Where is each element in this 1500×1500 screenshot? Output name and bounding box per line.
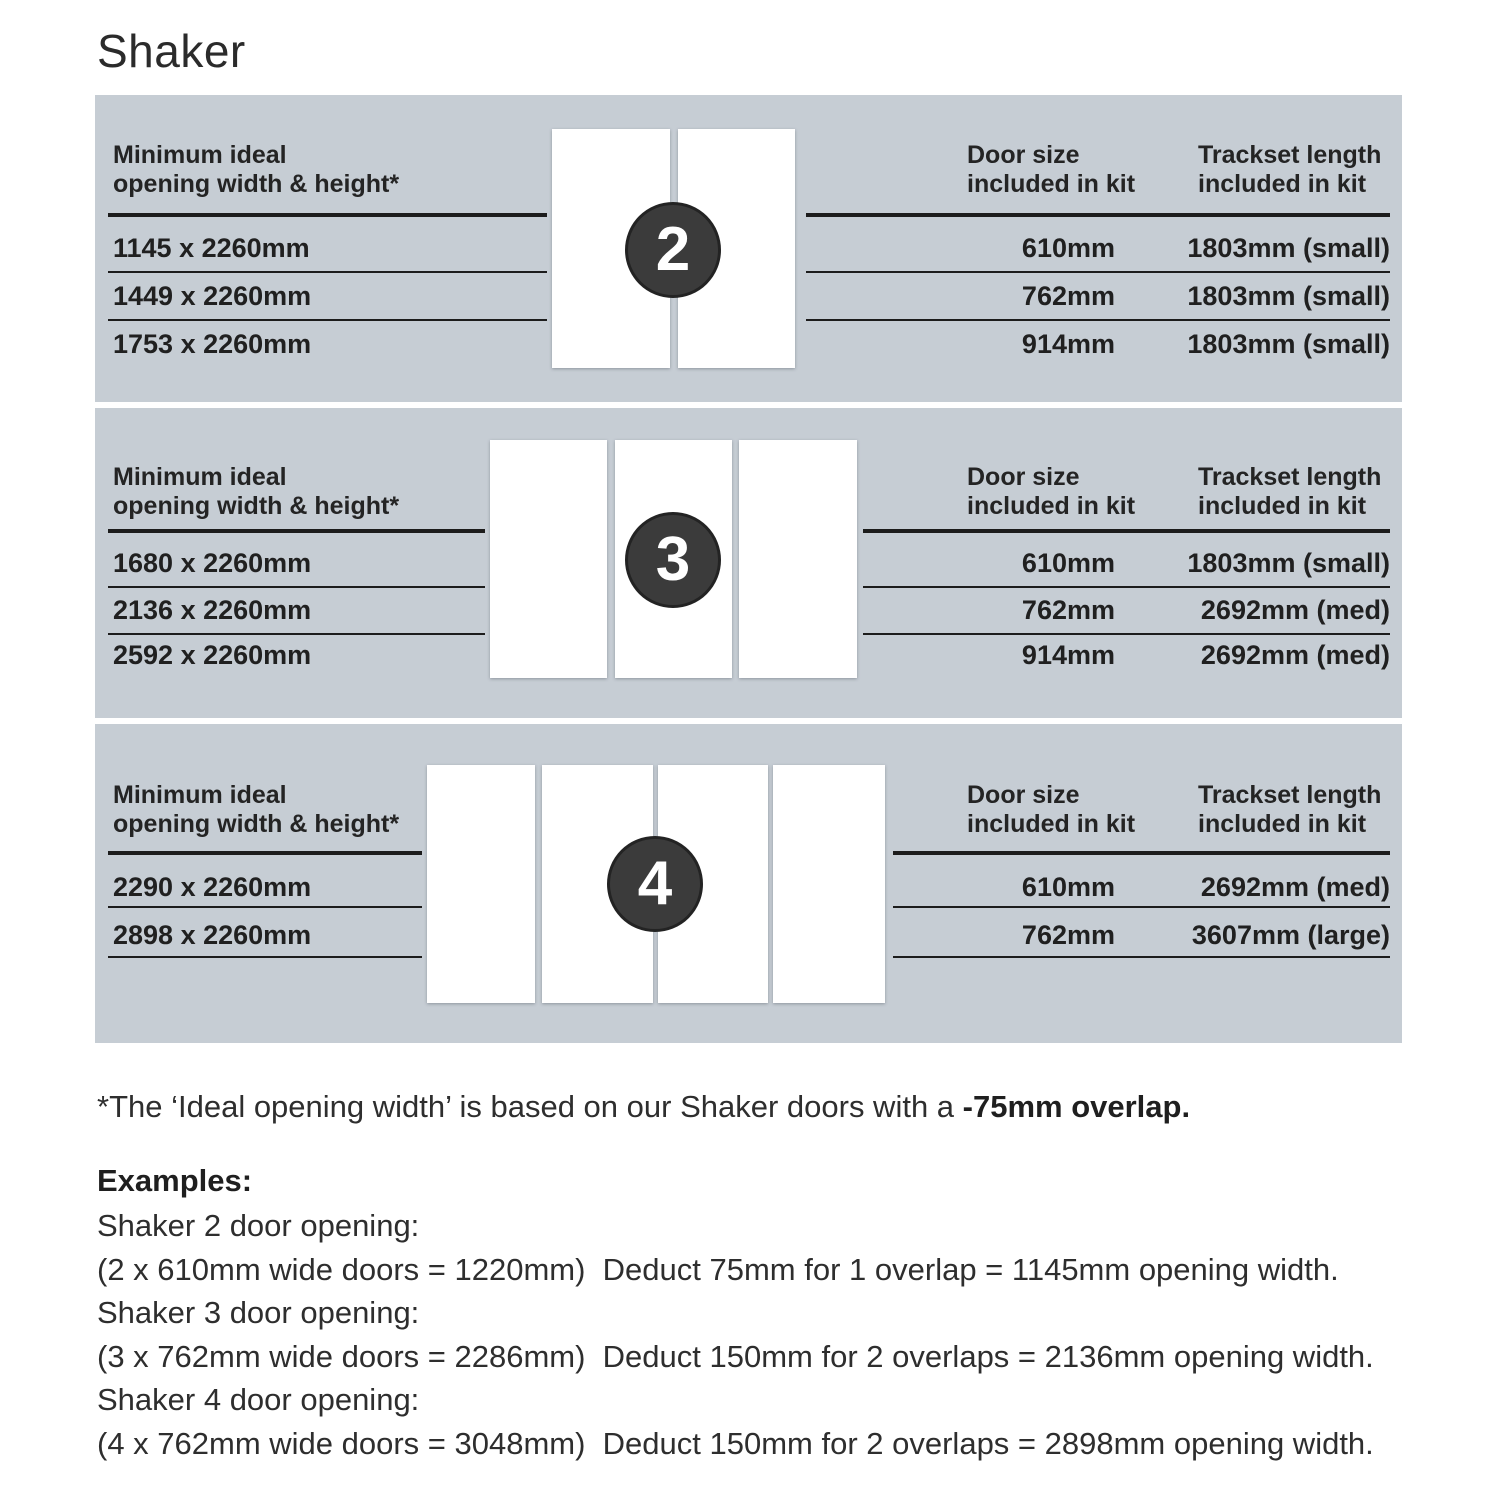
trackset-header-line2: included in kit — [1198, 492, 1367, 520]
overlap-footnote-text: *The ‘Ideal opening width’ is based on our Shaker doors with a — [97, 1089, 963, 1124]
door-size-value: 610mm — [1021, 233, 1115, 263]
table-header-rule — [863, 529, 1390, 533]
trackset-value: 2692mm (med) — [1200, 872, 1390, 902]
trackset-header-line2: included in kit — [1198, 170, 1367, 198]
door-size-value: 762mm — [1021, 920, 1115, 950]
opening-size-value: 2136 x 2260mm — [113, 595, 312, 625]
opening-size-header — [113, 463, 399, 521]
door-size-header — [967, 141, 1135, 199]
example-line: Shaker 4 door opening: — [97, 1382, 420, 1417]
opening-size-value: 1680 x 2260mm — [113, 548, 312, 578]
opening-size-header-line2: opening width & height* — [113, 170, 400, 198]
trackset-header-line1: Trackset length — [1198, 141, 1382, 169]
row-divider — [806, 271, 1390, 273]
trackset-header-line1: Trackset length — [1198, 781, 1382, 809]
door-size-header-line1: Door size — [967, 141, 1080, 169]
opening-size-header-line2: opening width & height* — [113, 492, 400, 520]
trackset-value: 2692mm (med) — [1200, 595, 1390, 625]
panel-2-door — [95, 95, 1402, 402]
overlap-footnote-bold: -75mm overlap. — [962, 1089, 1191, 1124]
table-header-rule — [108, 851, 422, 855]
panel-4-door — [95, 724, 1402, 1043]
door-size-header-line1: Door size — [967, 463, 1080, 491]
opening-size-value: 1449 x 2260mm — [113, 281, 312, 311]
table-header-rule — [893, 851, 1390, 855]
row-divider — [893, 906, 1390, 908]
row-divider — [108, 906, 422, 908]
row-divider — [806, 319, 1390, 321]
opening-size-value: 1753 x 2260mm — [113, 329, 312, 359]
opening-size-header-line1: Minimum ideal — [113, 463, 287, 491]
table-header-rule — [108, 529, 485, 533]
table-header-rule — [108, 213, 547, 217]
door-size-value: 762mm — [1021, 281, 1115, 311]
door-count-badge: 3 — [625, 512, 721, 608]
door-size-value: 610mm — [1021, 872, 1115, 902]
trackset-value: 1803mm (small) — [1187, 329, 1390, 359]
trackset-header — [1198, 141, 1381, 199]
example-line: (4 x 762mm wide doors = 3048mm) Deduct 150mm for 2 overlaps = 2898mm opening width. — [97, 1425, 1374, 1461]
example-line: (2 x 610mm wide doors = 1220mm) Deduct 75mm for 1 overlap = 1145mm opening width. — [97, 1251, 1339, 1287]
opening-size-header — [113, 141, 399, 199]
opening-size-header-line2: opening width & height* — [113, 810, 400, 838]
trackset-header-line1: Trackset length — [1198, 463, 1382, 491]
opening-size-value: 2290 x 2260mm — [113, 872, 312, 902]
trackset-value: 3607mm (large) — [1191, 920, 1390, 950]
row-divider — [863, 586, 1390, 588]
trackset-header — [1198, 463, 1381, 521]
trackset-value: 1803mm (small) — [1187, 281, 1390, 311]
opening-size-value: 1145 x 2260mm — [113, 233, 310, 263]
row-divider — [108, 633, 485, 635]
row-divider — [893, 956, 1390, 958]
trackset-value: 1803mm (small) — [1187, 548, 1390, 578]
page-title: Shaker — [97, 25, 246, 77]
trackset-value: 2692mm (med) — [1200, 640, 1390, 670]
door-illustration — [427, 765, 535, 1003]
panel-3-door — [95, 408, 1402, 718]
door-size-header-line2: included in kit — [967, 810, 1136, 838]
door-size-value: 914mm — [1021, 329, 1115, 359]
door-size-header-line1: Door size — [967, 781, 1080, 809]
example-line: (3 x 762mm wide doors = 2286mm) Deduct 150mm for 2 overlaps = 2136mm opening width. — [97, 1338, 1374, 1374]
trackset-header-line2: included in kit — [1198, 810, 1367, 838]
opening-size-value: 2592 x 2260mm — [113, 640, 312, 670]
examples-heading: Examples: — [97, 1163, 253, 1198]
examples-list — [97, 1204, 1374, 1465]
overlap-footnote — [97, 1088, 1190, 1126]
door-illustration — [739, 440, 857, 678]
example-line: Shaker 2 door opening: — [97, 1208, 420, 1243]
opening-size-header-line1: Minimum ideal — [113, 781, 287, 809]
door-size-value: 610mm — [1021, 548, 1115, 578]
opening-size-header — [113, 781, 399, 839]
example-line: Shaker 3 door opening: — [97, 1295, 420, 1330]
trackset-value: 1803mm (small) — [1187, 233, 1390, 263]
door-size-header — [967, 781, 1135, 839]
opening-size-header-line1: Minimum ideal — [113, 141, 287, 169]
row-divider — [863, 633, 1390, 635]
door-count-badge: 2 — [625, 202, 721, 298]
row-divider — [108, 956, 422, 958]
door-illustration — [773, 765, 885, 1003]
door-illustration — [490, 440, 607, 678]
door-size-value: 762mm — [1021, 595, 1115, 625]
door-count-badge: 4 — [607, 836, 703, 932]
row-divider — [108, 586, 485, 588]
door-size-header-line2: included in kit — [967, 492, 1136, 520]
door-size-value: 914mm — [1021, 640, 1115, 670]
door-size-header — [967, 463, 1135, 521]
trackset-header — [1198, 781, 1381, 839]
table-header-rule — [806, 213, 1390, 217]
opening-size-value: 2898 x 2260mm — [113, 920, 312, 950]
row-divider — [108, 319, 547, 321]
door-size-header-line2: included in kit — [967, 170, 1136, 198]
row-divider — [108, 271, 547, 273]
